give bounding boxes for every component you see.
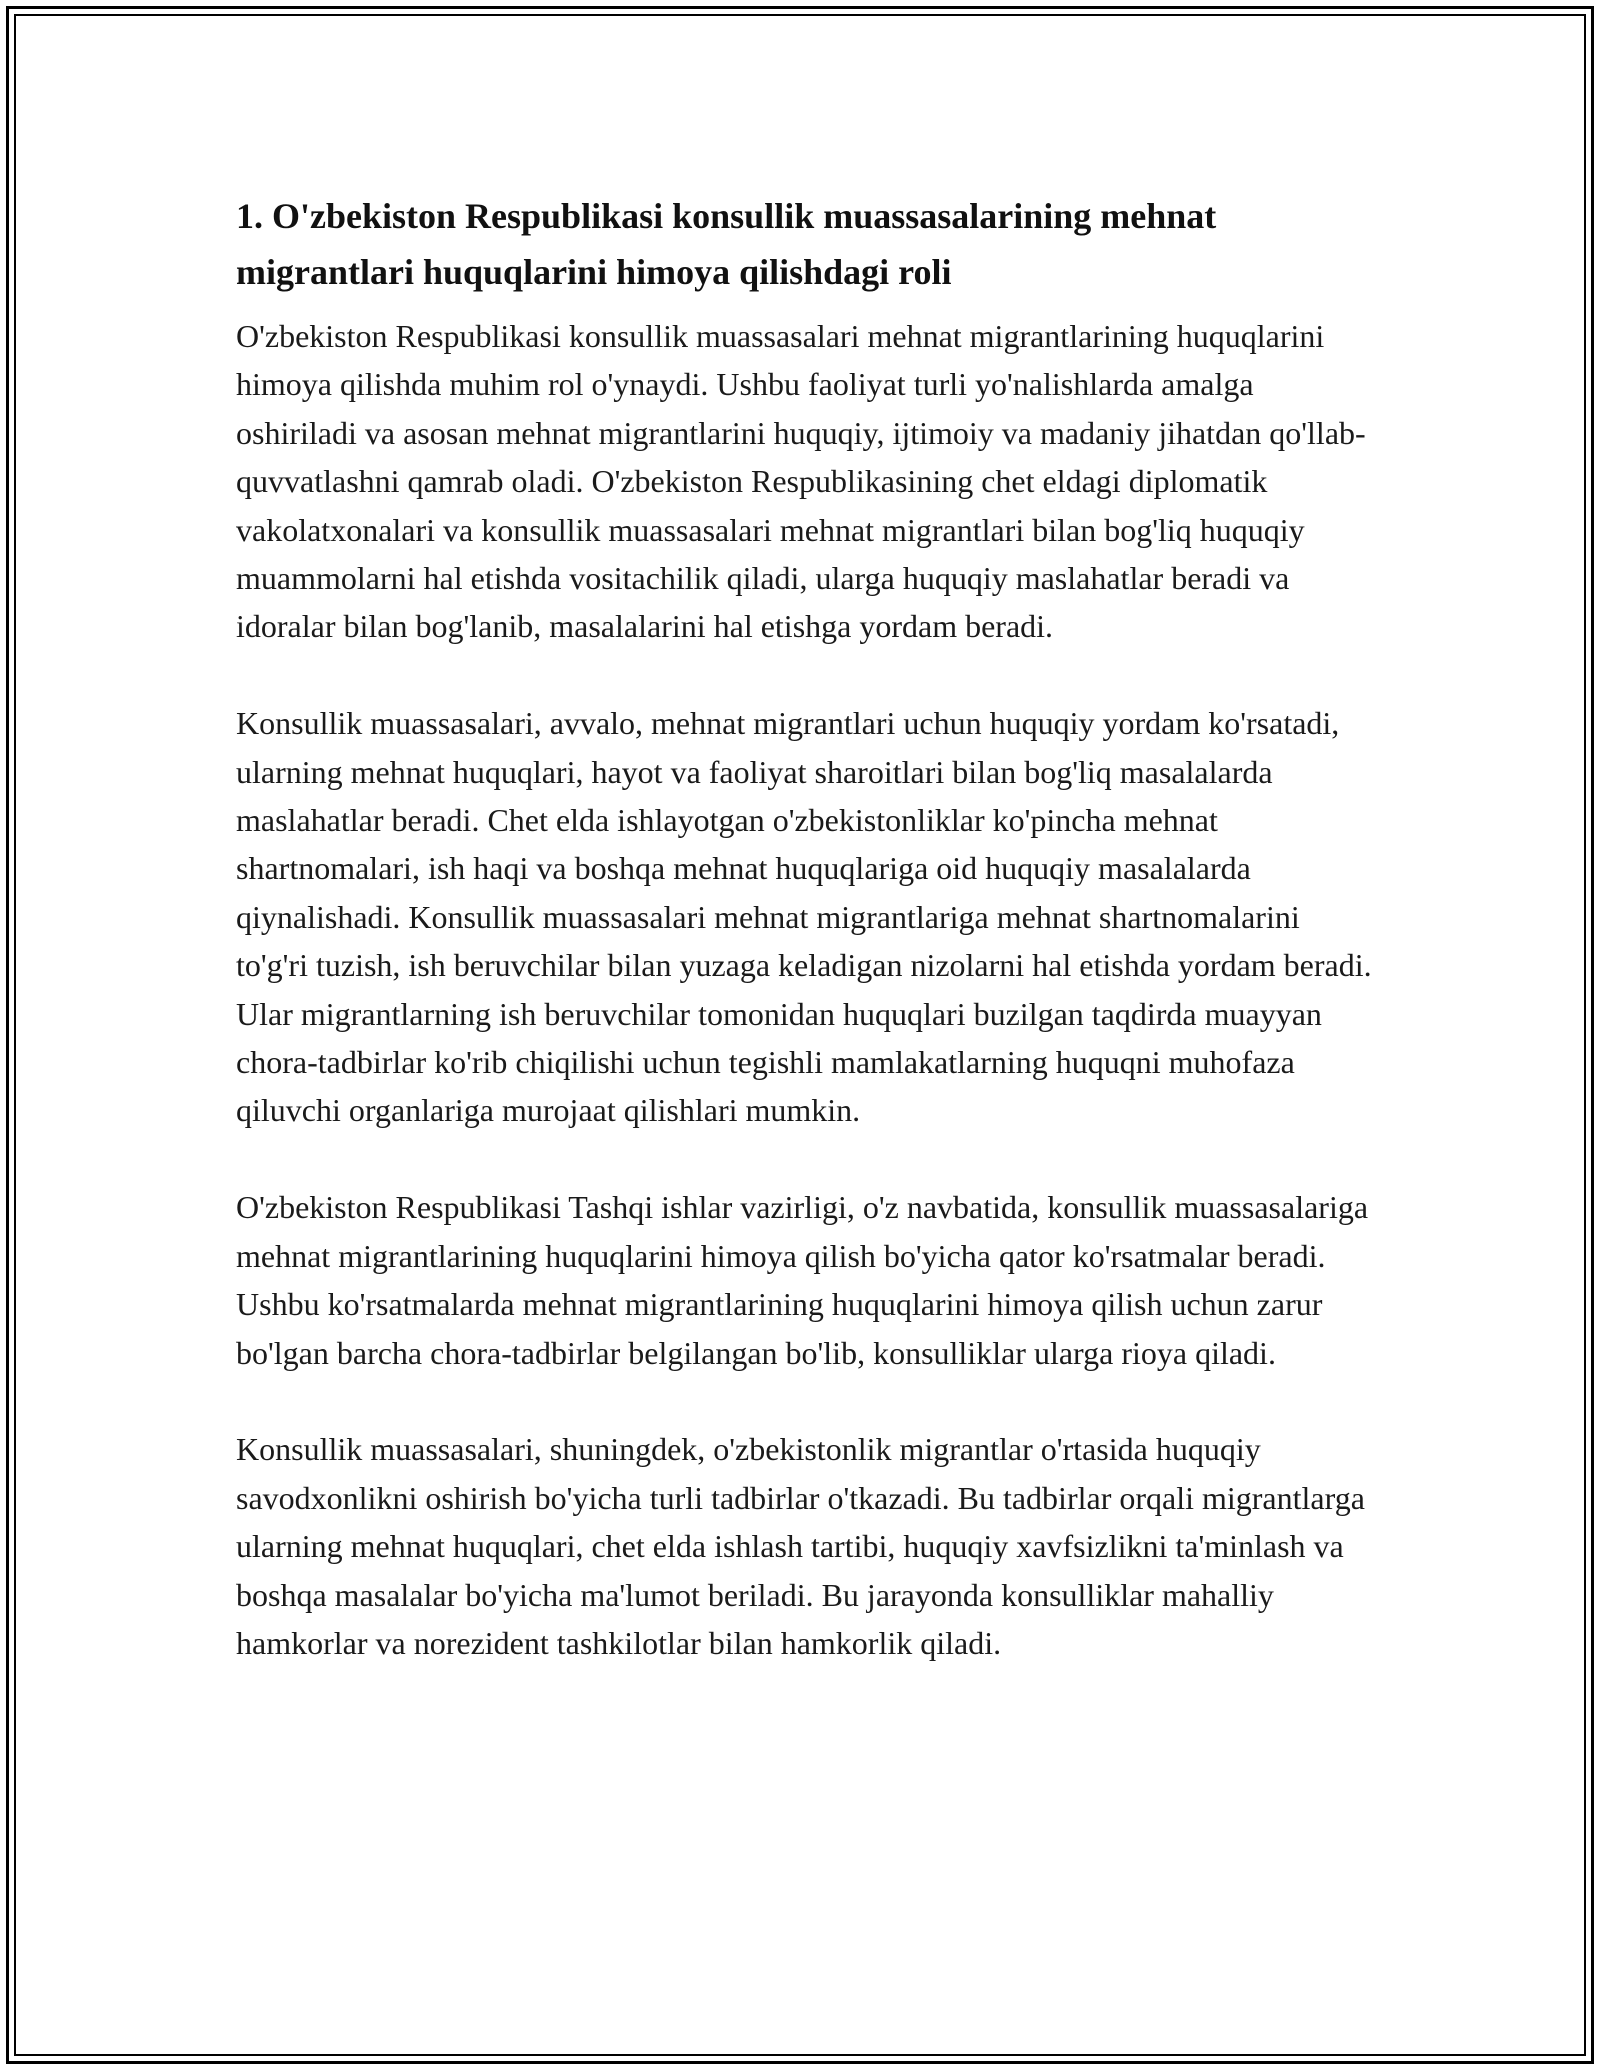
- section-heading: 1. O'zbekiston Respublikasi konsullik muassasalarining mehnat migrantlari huquqlarini himoya qilishdagi roli: [236, 196, 1217, 292]
- paragraph-3: O'zbekiston Respublikasi Tashqi ishlar vazirligi, o'z navbatida, konsullik muassasalariga mehnat migrantlarining huquqlarini himoya qilish bo'yicha qator ko'rsatmalar beradi. Ushbu ko'rsatmalarda mehnat migrantlarining huquqlarini himoya qilish uchun zarur bo'lgan barcha chora-tadbirlar belgilangan bo'lib, konsulliklar ularga rioya qiladi.: [236, 1189, 1369, 1371]
- paragraph-2: Konsullik muassasalari, avvalo, mehnat migrantlari uchun huquqiy yordam ko'rsatadi, ularning mehnat huquqlari, hayot va faoliyat sharoitlari bilan bog'liq masalalarda maslahatlar beradi. Chet elda ishlayotgan o'zbekistonliklar ko'pincha mehnat shartnomalari, ish haqi va boshqa mehnat huquqlariga oid huquqiy masalalarda qiynalishadi. Konsullik muassasalari mehnat migrantlariga mehnat shartnomalarini to'g'ri tuzish, ish beruvchilar bilan yuzaga keladigan nizolarni hal etishda yordam beradi. Ular migrantlarning ish beruvchilar tomonidan huquqlari buzilgan taqdirda muayyan chora-tadbirlar ko'rib chiqilishi uchun tegishli mamlakatlarning huquqni muhofaza qiluvchi organlariga murojaat qilishlari mumkin.: [236, 705, 1372, 1129]
- document-body: [236, 188, 1372, 1716]
- paragraph-1: O'zbekiston Respublikasi konsullik muassasalari mehnat migrantlarining huquqlarini himoya qilishda muhim rol o'ynaydi. Ushbu faoliyat turli yo'nalishlarda amalga oshiriladi va asosan mehnat migrantlarini huquqiy, ijtimoiy va madaniy jihatdan qo'llab-quvvatlashni qamrab oladi. O'zbekiston Respublikasining chet eldagi diplomatik vakolatxonalari va konsullik muassasalari mehnat migrantlari bilan bog'liq huquqiy muammolarni hal etishda vositachilik qiladi, ularga huquqiy maslahatlar beradi va idoralar bilan bog'lanib, masalalarini hal etishga yordam beradi.: [236, 318, 1366, 645]
- paragraph-4: Konsullik muassasalari, shuningdek, o'zbekistonlik migrantlar o'rtasida huquqiy savodxonlikni oshirish bo'yicha turli tadbirlar o'tkazadi. Bu tadbirlar orqali migrantlarga ularning mehnat huquqlari, chet elda ishlash tartibi, huquqiy xavfsizlikni ta'minlash va boshqa masalalar bo'yicha ma'lumot beriladi. Bu jarayonda konsulliklar mahalliy hamkorlar va norezident tashkilotlar bilan hamkorlik qiladi.: [236, 1431, 1365, 1661]
